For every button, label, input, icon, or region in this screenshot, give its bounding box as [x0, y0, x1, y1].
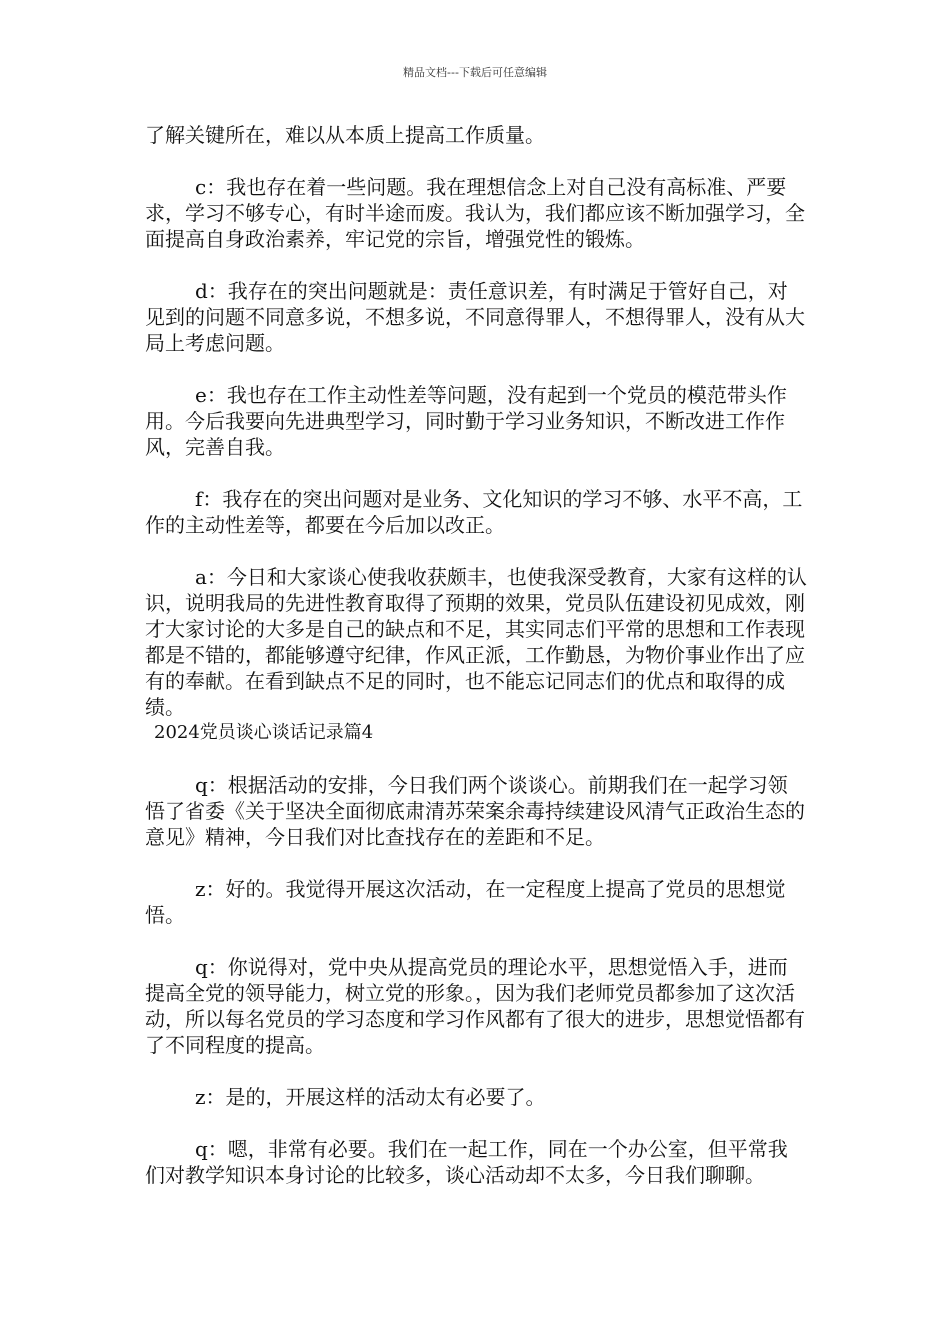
paragraph: e：我也存在工作主动性差等问题，没有起到一个党员的模范带头作用。今后我要向先进典型学习，同时勤于学习业务知识，不断改进工作作风，完善自我。 — [145, 383, 787, 459]
paragraph: c：我也存在着一些问题。我在理想信念上对自己没有高标准、严要求，学习不够专心，有时半途而废。我认为，我们都应该不断加强学习，全面提高自身政治素养，牢记党的宗旨，增强党性的锻炼。 — [145, 175, 805, 251]
paragraph: 了解关键所在，难以从本质上提高工作质量。 — [145, 123, 545, 147]
paragraph: f：我存在的突出问题对是业务、文化知识的学习不够、水平不高，工作的主动性差等，都要在今后加以改正。 — [145, 487, 803, 537]
paragraph: z：好的。我觉得开展这次活动，在一定程度上提高了党员的思想觉悟。 — [145, 877, 786, 927]
paragraph: q：根据活动的安排，今日我们两个谈谈心。前期我们在一起学习领悟了省委《关于坚决全面彻底肃清苏荣案余毒持续建设风清气正政治生态的意见》精神，今日我们对比查找存在的差距和不足。 — [145, 773, 805, 849]
page-header: 精品文档---下载后可任意编辑 — [403, 66, 547, 79]
paragraph: z：是的，开展这样的活动太有必要了。 — [195, 1085, 546, 1109]
paragraph: d：我存在的突出问题就是：责任意识差，有时满足于管好自己，对见到的问题不同意多说，不想多说，不同意得罪人，不想得罪人，没有从大局上考虑问题。 — [145, 279, 805, 355]
document-body — [145, 122, 807, 1214]
paragraph: q：嗯，非常有必要。我们在一起工作，同在一个办公室，但平常我们对教学知识本身讨论的比较多，谈心活动却不太多，今日我们聊聊。 — [145, 1137, 788, 1187]
section-heading: 2024党员谈心谈话记录篇4 — [154, 722, 374, 743]
paragraph: q：你说得对，党中央从提高党员的理论水平，思想觉悟入手，进而提高全党的领导能力，树立党的形象。，因为我们老师党员都参加了这次活动，所以每名党员的学习态度和学习作风都有了很大的进步，思想觉悟都有了不同程度的提高。 — [145, 955, 805, 1057]
paragraph: a：今日和大家谈心使我收获颇丰，也使我深受教育，大家有这样的认识，说明我局的先进性教育取得了预期的效果，党员队伍建设初见成效，刚才大家讨论的大多是自己的缺点和不足，其实同志们平常的思想和工作表现都是不错的，都能够遵守纪律，作风正派，工作勤恳，为物价事业作出了应有的奉献。在看到缺点不足的同时，也不能忘记同志们的优点和取得的成绩。 — [145, 565, 807, 719]
